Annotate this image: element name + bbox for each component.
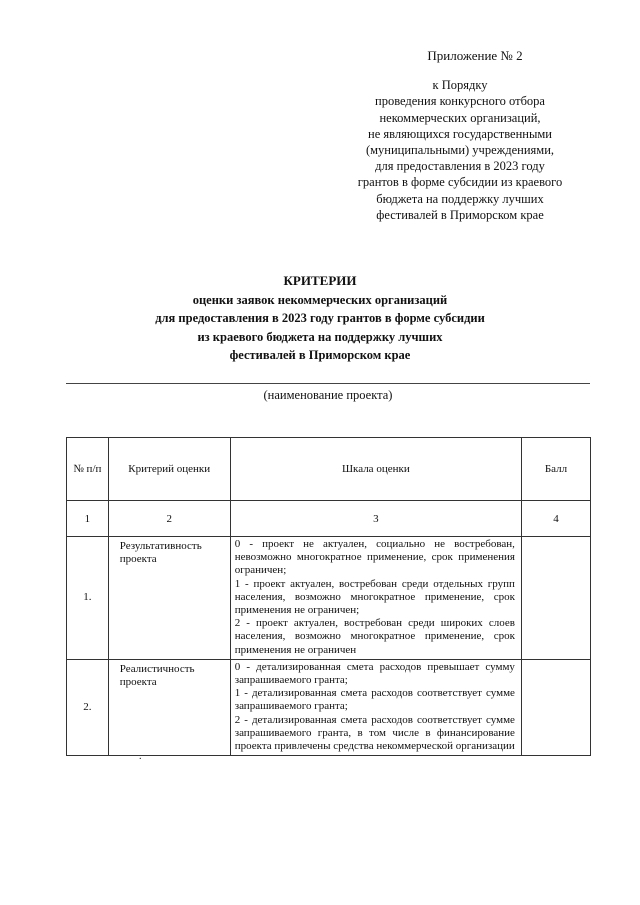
header-scale: Шкала оценки [230,438,521,501]
row-score-cell[interactable] [521,659,590,755]
row-index: 2. [67,659,109,755]
scale-level: 2 - детализированная смета расходов соответствует сумме запрашиваемого гранта, в том числе в финансирование проекта привлечены средства некоммерческой организации [234,713,515,753]
appendix-line: некоммерческих организаций, [379,110,541,125]
heading-line: для предоставления в 2023 году грантов в форме субсидии [155,311,485,326]
table-row [67,659,591,755]
appendix-line: фестивалей в Приморском крае [376,207,544,222]
scale-level: 0 - детализированная смета расходов превышает сумму запрашиваемого гранта; [234,660,515,687]
header-criterion: Критерий оценки [108,438,230,501]
appendix-line: к Порядку [432,78,488,93]
document-title: КРИТЕРИИ [283,273,357,288]
scale-level: 0 - проект не актуален, социально не востребован, невозможно многократное применение, срок применения ограничен; [234,538,515,577]
row-scale [230,537,521,660]
document-heading [60,272,580,365]
appendix-block [330,48,590,223]
heading-line: оценки заявок некоммерческих организаций [192,292,448,307]
header-score: Балл [521,438,590,501]
appendix-line: бюджета на поддержку лучших [376,191,544,206]
appendix-number: Приложение № 2 [427,48,523,63]
heading-line: фестивалей в Приморском крае [229,348,411,363]
row-index: 1. [67,537,109,660]
appendix-line: не являющихся государственными [368,126,552,141]
scale-level: 1 - детализированная смета расходов соответствует сумме запрашиваемого гранта; [234,687,515,713]
table-row [67,537,591,660]
row-criterion: Реалистичность проекта [108,659,230,755]
row-criterion: Результативность проекта [108,537,230,660]
column-number: 2 [108,501,230,537]
table-header-row [67,438,591,501]
column-number: 3 [230,501,521,537]
scale-level: 1 - проект актуален, востребован среди отдельных групп населения, возможно многократное применение, срок применения не ограничен; [234,577,515,617]
appendix-line: грантов в форме субсидии из краевого [357,175,563,190]
row-scale [230,659,521,755]
criteria-table [66,437,591,756]
column-number: 1 [67,501,109,537]
heading-line: из краевого бюджета на поддержку лучших [197,329,443,344]
column-number-row [67,501,591,537]
column-number: 4 [521,501,590,537]
appendix-line: проведения конкурсного отбора [375,94,545,109]
appendix-line: (муниципальными) учреждениями, [365,143,555,158]
row-score-cell[interactable] [521,537,590,660]
project-name-caption: (наименование проекта) [263,388,393,402]
project-name-line [66,383,590,384]
appendix-line: для предоставления в 2023 году [375,159,545,174]
scale-level: 2 - проект актуален, востребован среди широких слоев населения, возможно многократное применение, срок применения не ограничен [234,617,515,656]
stray-mark: . [139,751,142,762]
header-number: № п/п [67,438,109,501]
